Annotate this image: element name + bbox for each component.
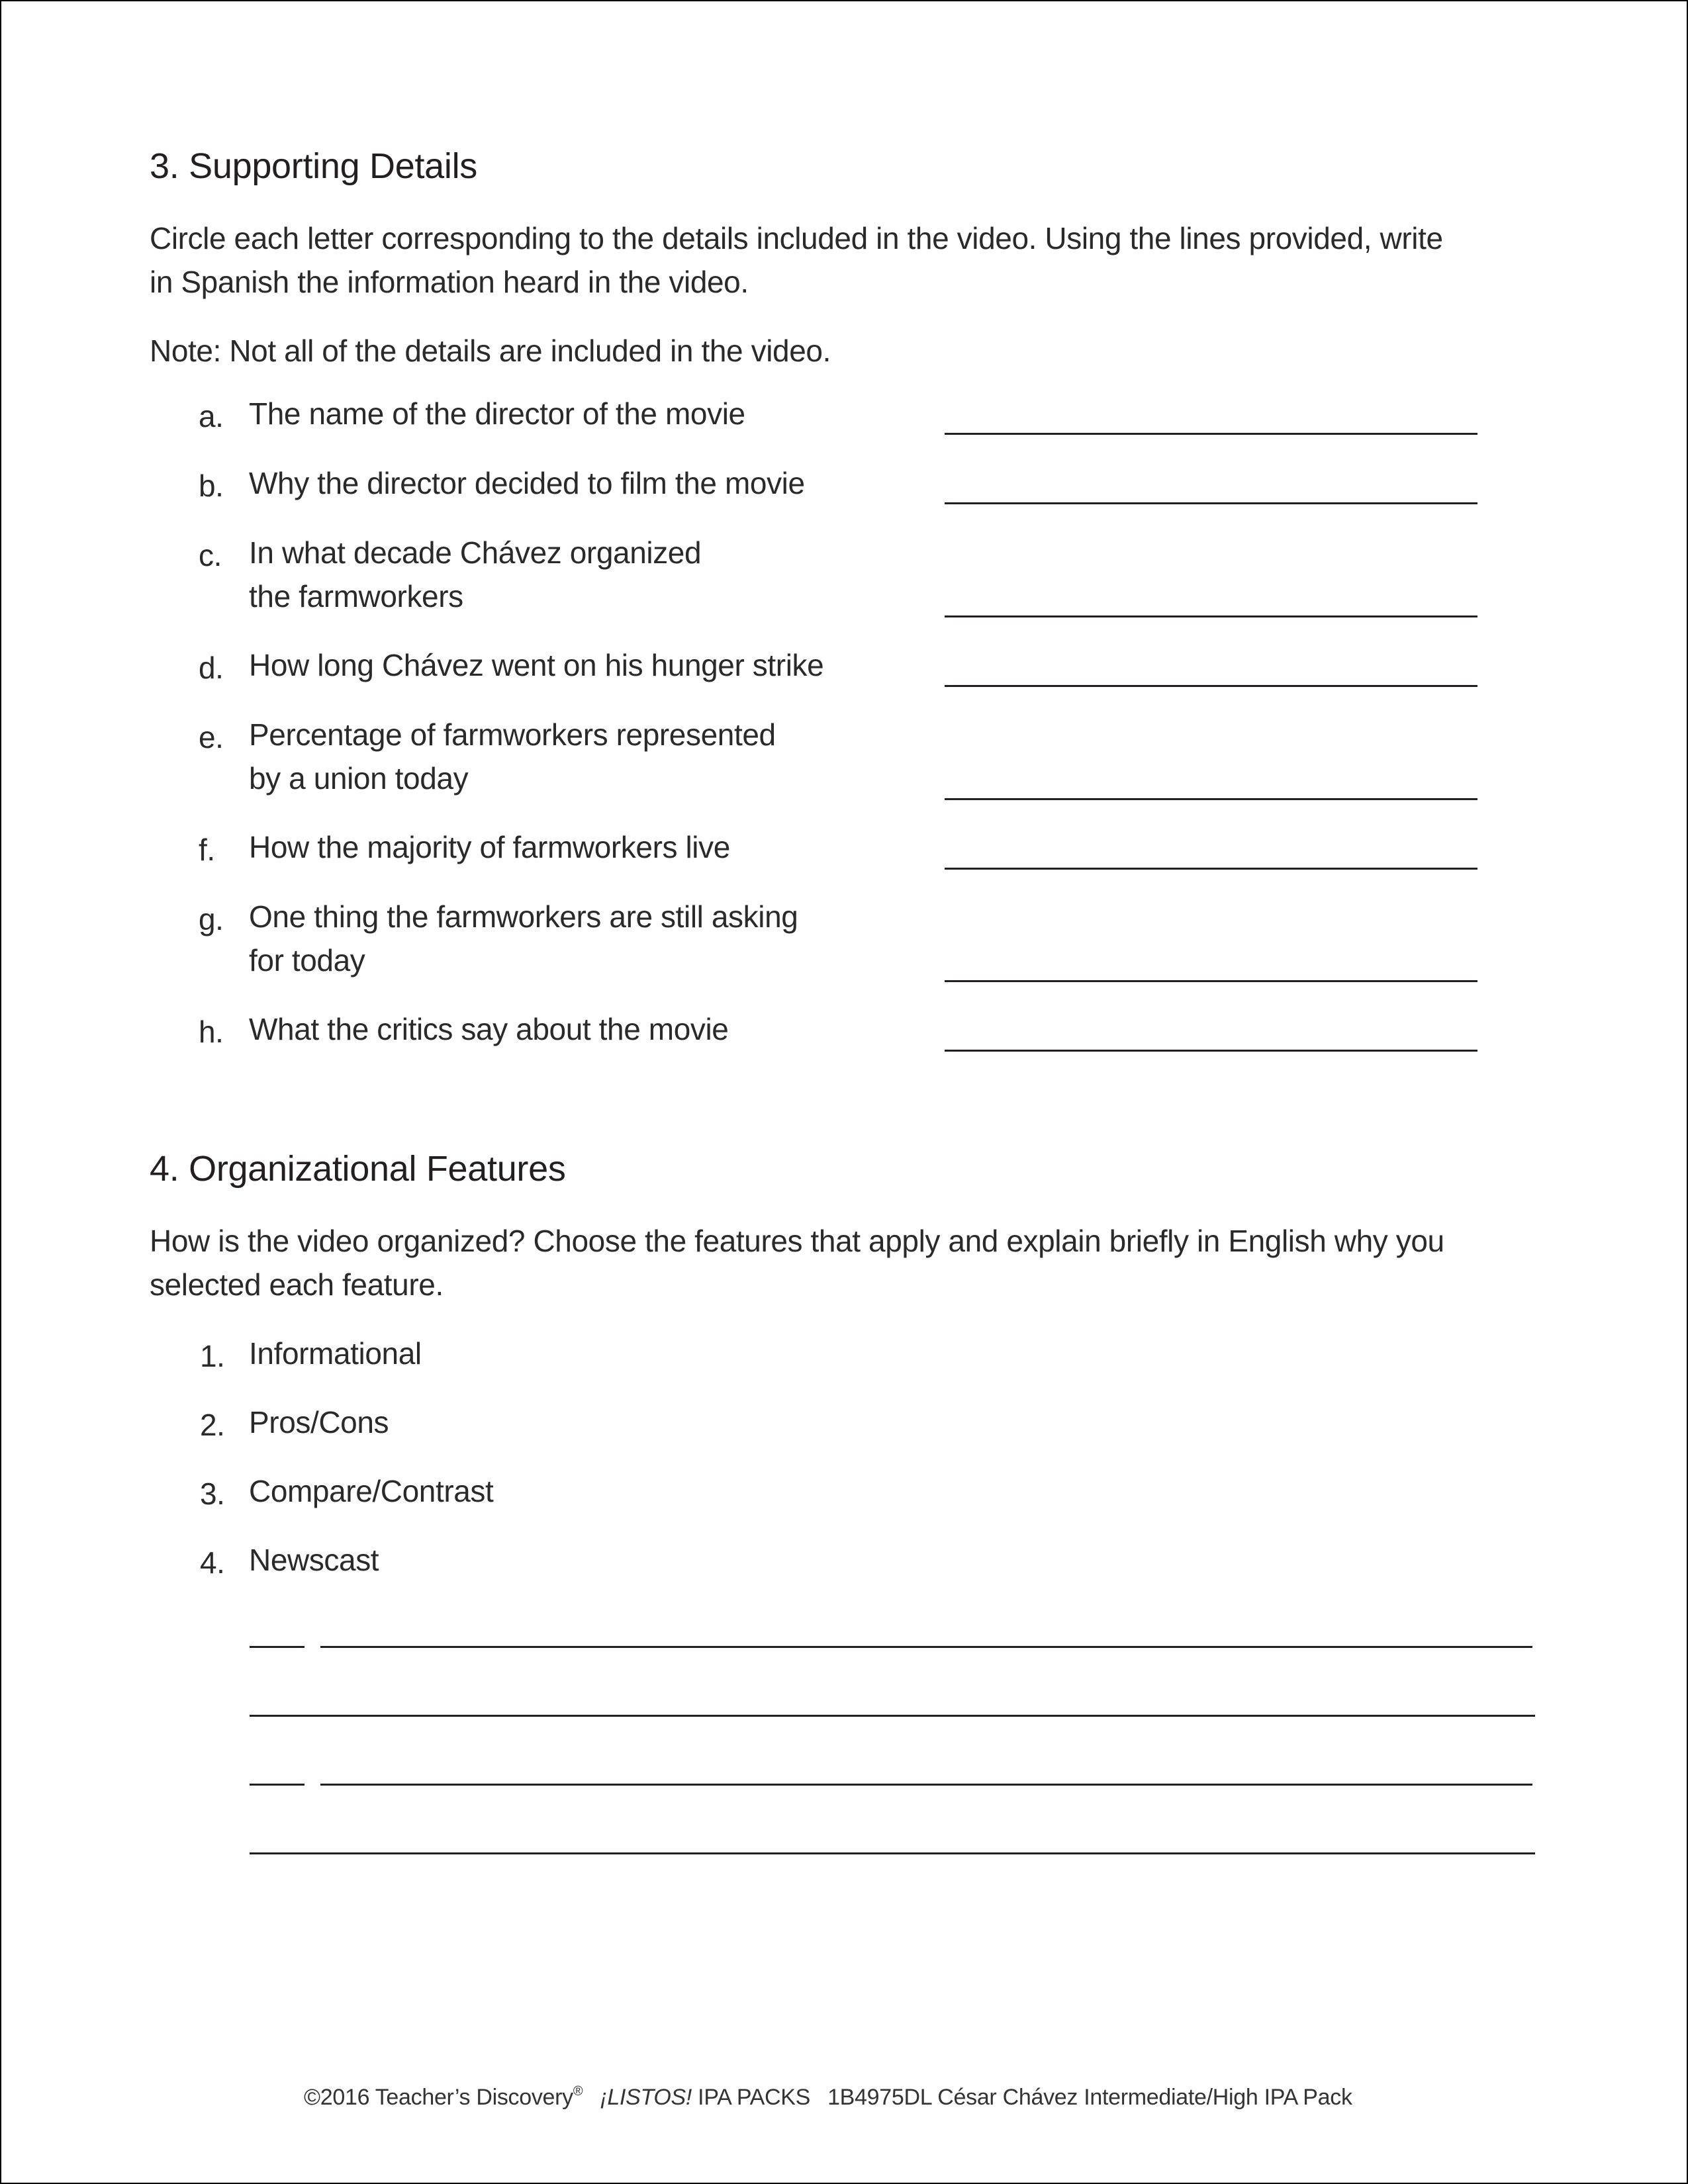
footer-series-name: IPA PACKS xyxy=(698,2085,811,2110)
section-3-heading: 3. Supporting Details xyxy=(150,146,477,186)
item-e-answer-line[interactable] xyxy=(945,798,1477,800)
footer-product-code: 1B4975DL xyxy=(827,2085,932,2110)
item-h-answer-line[interactable] xyxy=(945,1050,1477,1052)
registered-mark: ® xyxy=(573,2084,583,2099)
section-3-instructions-line-2: in Spanish the information heard in the video. xyxy=(150,265,749,299)
item-h-text: What the critics say about the movie xyxy=(249,1012,729,1046)
section-4-instructions-line-1: How is the video organized? Choose the features that apply and explain briefly in English why you xyxy=(150,1224,1444,1258)
item-g-marker: g. xyxy=(199,902,224,936)
feature-3-marker: 3. xyxy=(200,1477,225,1511)
item-c-answer-line[interactable] xyxy=(945,615,1477,617)
item-f-text: How the majority of farmworkers live xyxy=(249,830,730,864)
item-h-marker: h. xyxy=(199,1015,224,1049)
item-d-answer-line[interactable] xyxy=(945,685,1477,687)
item-b-answer-line[interactable] xyxy=(945,502,1477,504)
item-c-text-line-2: the farmworkers xyxy=(249,579,463,614)
item-c-text-line-1: In what decade Chávez organized xyxy=(249,535,702,570)
explanation-line-1[interactable] xyxy=(320,1646,1532,1648)
explanation-line-2[interactable] xyxy=(250,1715,1535,1717)
item-d-marker: d. xyxy=(199,651,224,685)
item-c-marker: c. xyxy=(199,538,222,572)
section-4-heading: 4. Organizational Features xyxy=(150,1149,566,1189)
feature-2-marker: 2. xyxy=(200,1408,225,1442)
section-4-instructions-line-2: selected each feature. xyxy=(150,1267,444,1302)
item-g-text-line-2: for today xyxy=(249,943,365,978)
feature-choice-blank-2[interactable] xyxy=(250,1784,305,1786)
item-a-answer-line[interactable] xyxy=(945,433,1477,435)
item-f-answer-line[interactable] xyxy=(945,868,1477,870)
item-d-text: How long Chávez went on his hunger strike xyxy=(249,648,824,682)
item-a-marker: a. xyxy=(199,399,224,433)
item-g-answer-line[interactable] xyxy=(945,980,1477,982)
item-a-text: The name of the director of the movie xyxy=(249,396,745,431)
section-3-note: Note: Not all of the details are included in the video. xyxy=(150,334,831,368)
footer-series-title: ¡LISTOS! xyxy=(600,2085,692,2110)
explanation-line-4[interactable] xyxy=(250,1852,1535,1854)
item-b-text: Why the director decided to film the movie xyxy=(249,466,805,500)
item-f-marker: f. xyxy=(199,833,215,867)
feature-1-marker: 1. xyxy=(200,1339,225,1373)
footer-product-title: César Chávez Intermediate/High IPA Pack xyxy=(937,2085,1352,2110)
feature-1-label: Informational xyxy=(249,1336,422,1371)
footer-copyright: ©2016 Teacher’s Discovery xyxy=(304,2085,573,2110)
item-e-marker: e. xyxy=(199,720,224,754)
page-footer xyxy=(304,2084,1352,2111)
explanation-line-3[interactable] xyxy=(320,1784,1532,1786)
item-e-text-line-1: Percentage of farmworkers represented xyxy=(249,717,776,752)
feature-2-label: Pros/Cons xyxy=(249,1405,389,1439)
item-b-marker: b. xyxy=(199,469,224,503)
feature-3-label: Compare/Contrast xyxy=(249,1474,494,1508)
feature-choice-blank-1[interactable] xyxy=(250,1646,305,1648)
feature-4-label: Newscast xyxy=(249,1543,379,1577)
item-e-text-line-2: by a union today xyxy=(249,761,469,796)
section-3-instructions-line-1: Circle each letter corresponding to the details included in the video. Using the lines provided, write xyxy=(150,221,1443,255)
item-g-text-line-1: One thing the farmworkers are still asking xyxy=(249,899,798,934)
feature-4-marker: 4. xyxy=(200,1545,225,1580)
